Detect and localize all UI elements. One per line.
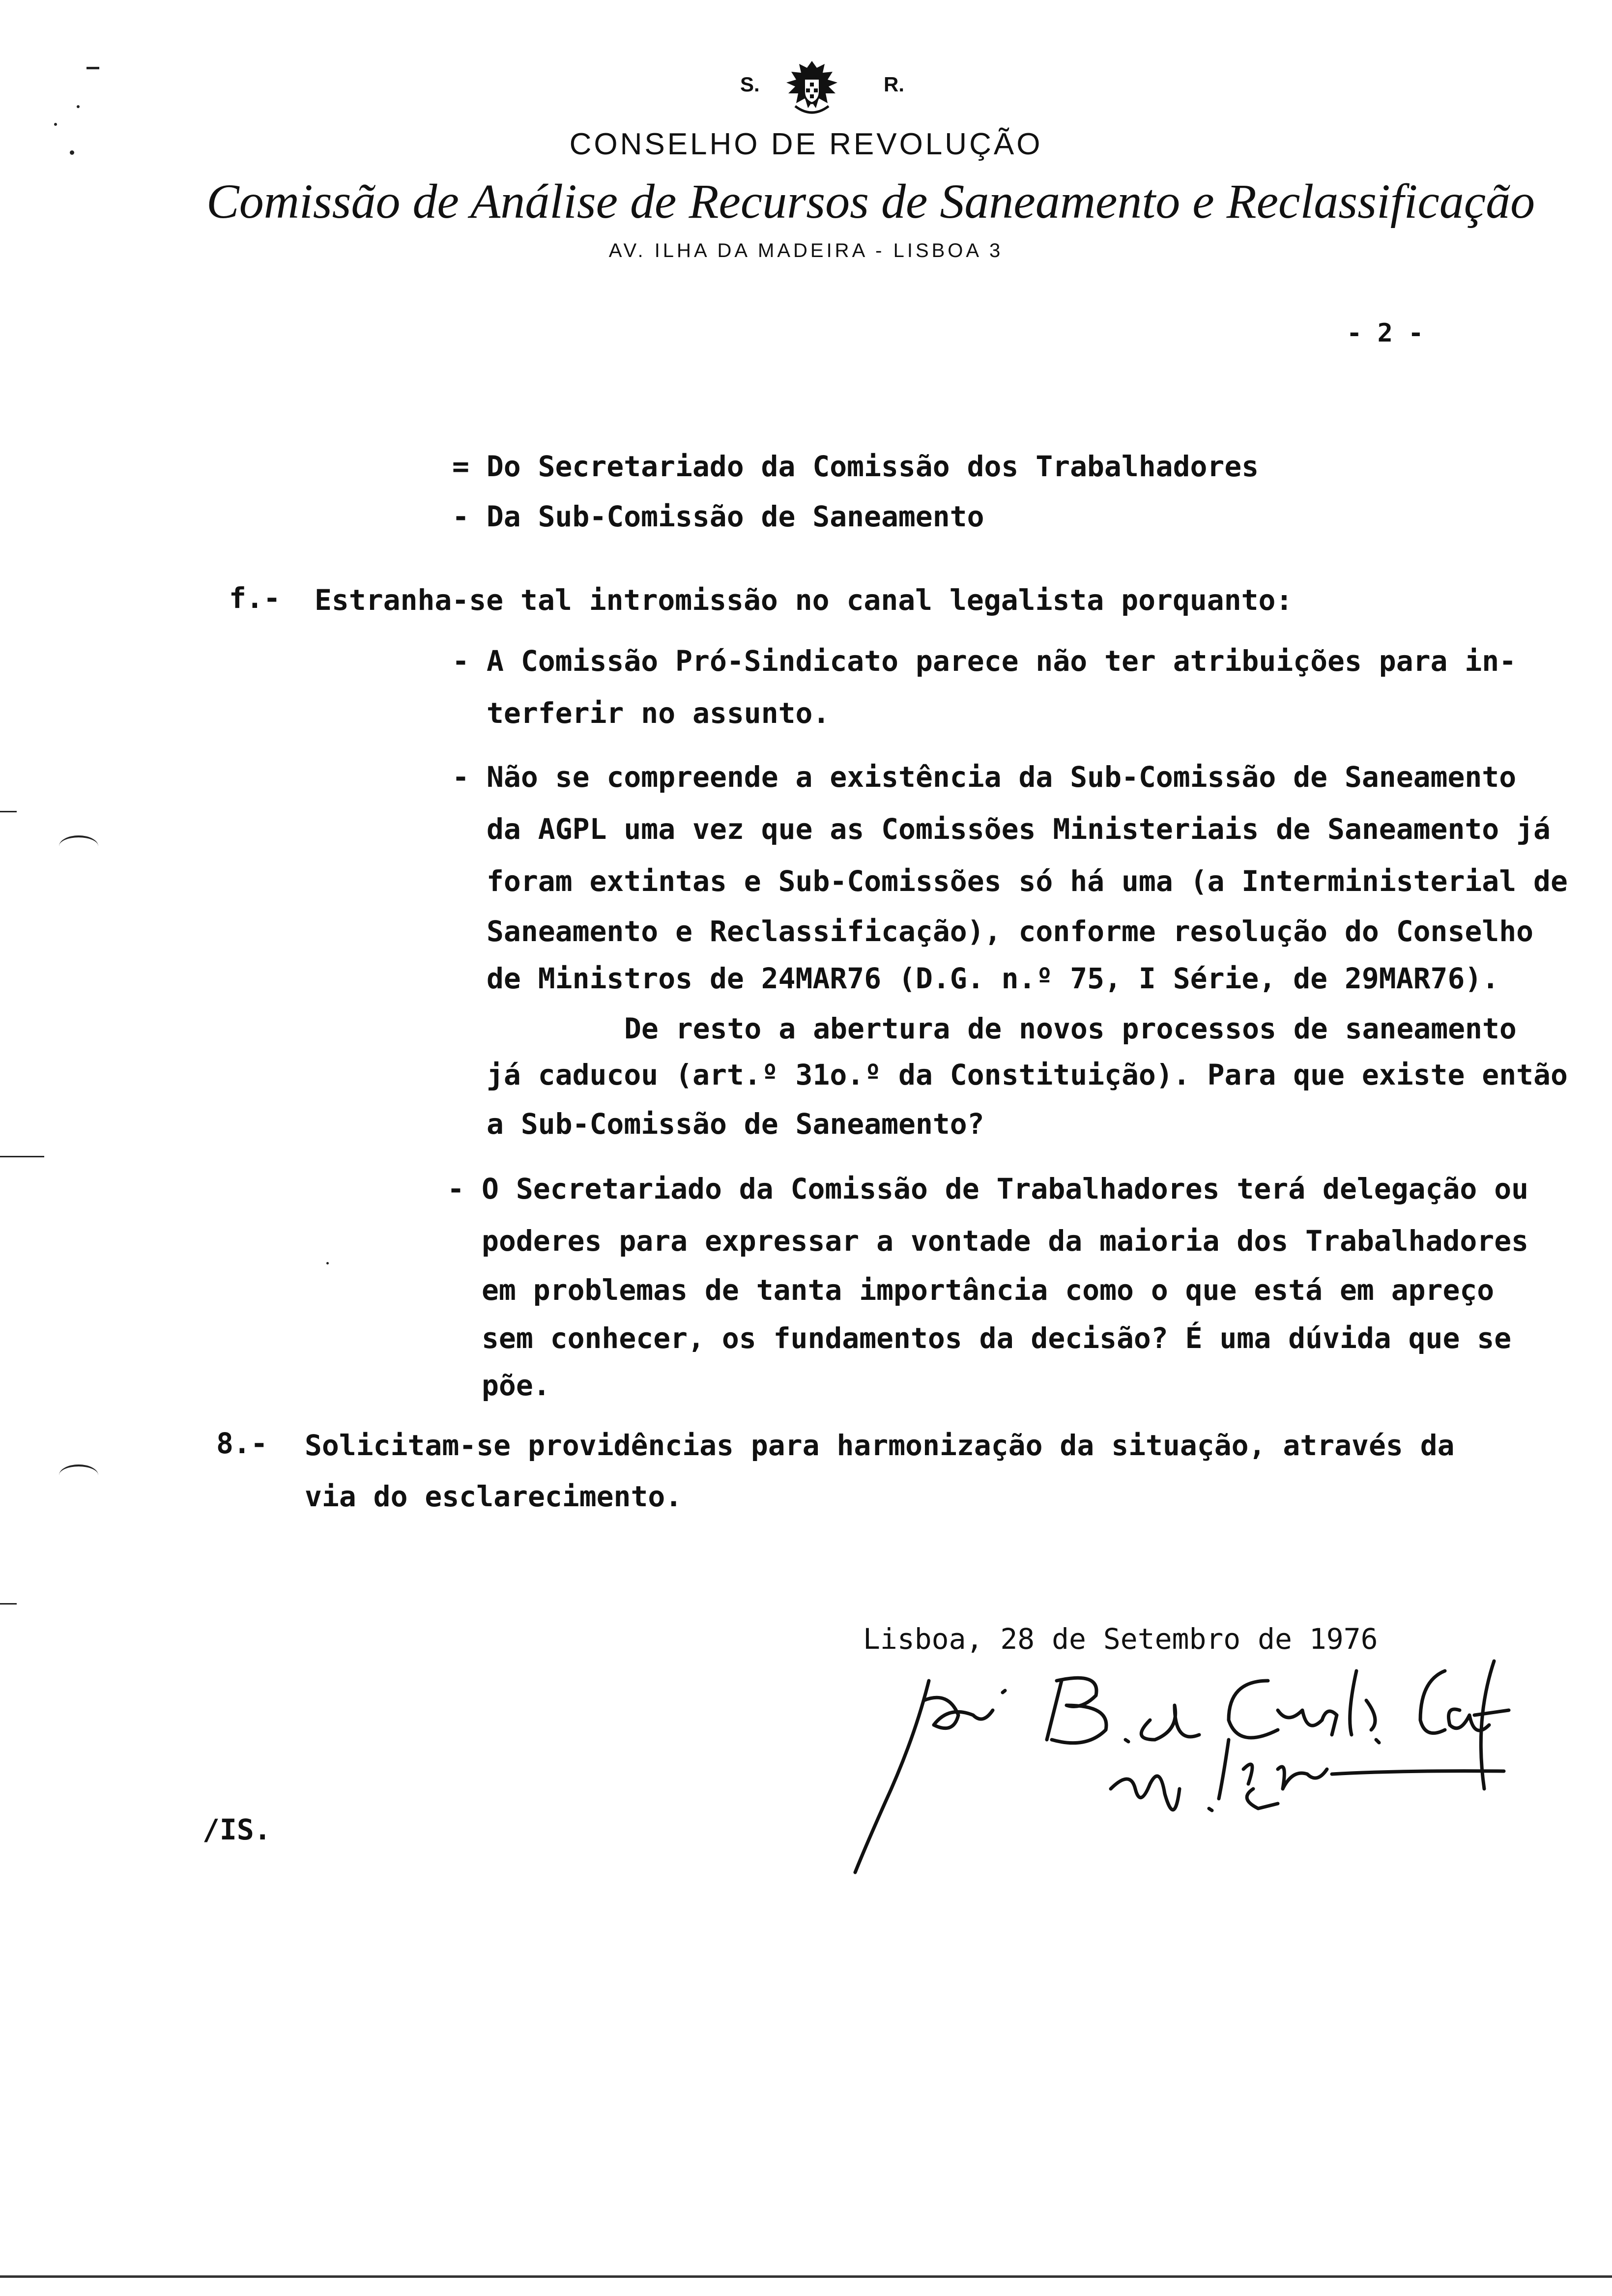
- scan-mark: [0, 1603, 17, 1605]
- typist-initials: /IS.: [202, 1813, 271, 1846]
- text-line: via do esclarecimento.: [305, 1480, 683, 1513]
- letterhead-r-mark: R.: [884, 73, 904, 96]
- text-line: De resto a abertura de novos processos de saneamento: [624, 1012, 1517, 1045]
- handwritten-signature: [835, 1641, 1553, 1877]
- text-line: de Ministros de 24MAR76 (D.G. n.º 75, I Série, de 29MAR76).: [487, 962, 1499, 995]
- scan-arc: [59, 1464, 98, 1486]
- scan-mark: [54, 123, 57, 126]
- council-title: CONSELHO DE REVOLUÇÃO: [569, 127, 1043, 161]
- text-line: poderes para expressar a vontade da maioria dos Trabalhadores: [482, 1224, 1529, 1258]
- scan-mark: [0, 811, 17, 812]
- text-line: em problemas de tanta importância como o que está em apreço: [482, 1273, 1495, 1307]
- text-line: Saneamento e Reclassificação), conforme resolução do Conselho: [487, 915, 1534, 948]
- page-edge-line: [0, 2275, 1612, 2278]
- text-line: a Sub-Comissão de Saneamento?: [487, 1107, 984, 1141]
- scan-arc: [59, 835, 98, 857]
- scan-mark: [0, 1156, 44, 1157]
- coat-of-arms-icon: [780, 59, 843, 117]
- text-line: da AGPL uma vez que as Comissões Ministeriais de Saneamento já: [487, 812, 1551, 846]
- text-line: A Comissão Pró-Sindicato parece não ter atribuições para in-: [487, 644, 1517, 678]
- commission-title: Comissão de Análise de Recursos de Saneamento e Reclassificação: [206, 174, 1535, 229]
- text-line: Não se compreende a existência da Sub-Comissão de Saneamento: [487, 760, 1517, 794]
- text-line: Estranha-se tal intromissão no canal legalista porquanto:: [315, 583, 1293, 617]
- bullet-dash: -: [452, 644, 469, 678]
- scan-mark: [86, 67, 99, 69]
- text-line: foram extintas e Sub-Comissões só há uma (a Interministerial de: [487, 864, 1568, 898]
- text-line: sem conhecer, os fundamentos da decisão? É uma dúvida que se: [482, 1321, 1512, 1355]
- item-label: f.-: [229, 581, 281, 615]
- letterhead-s-mark: S.: [740, 73, 760, 96]
- document-date: Lisboa, 28 de Setembro de 1976: [863, 1622, 1378, 1656]
- text-line: O Secretariado da Comissão de Trabalhadores terá delegação ou: [482, 1172, 1529, 1205]
- letterhead-address: AV. ILHA DA MADEIRA - LISBOA 3: [608, 240, 1004, 261]
- item-label: 8.-: [216, 1427, 268, 1460]
- bullet-dash: -: [452, 760, 469, 794]
- page-number: - 2 -: [1347, 318, 1424, 348]
- scan-mark: [77, 105, 80, 108]
- text-line: Solicitam-se providências para harmonização da situação, através da: [305, 1429, 1455, 1462]
- bullet-dash: -: [447, 1172, 464, 1205]
- scan-mark: [326, 1262, 329, 1264]
- text-line: terferir no assunto.: [487, 696, 830, 730]
- text-line: - Da Sub-Comissão de Saneamento: [452, 500, 984, 533]
- text-line: = Do Secretariado da Comissão dos Trabalhadores: [452, 450, 1259, 483]
- text-line: põe.: [482, 1369, 550, 1402]
- text-line: já caducou (art.º 31o.º da Constituição). Para que existe então: [487, 1058, 1568, 1091]
